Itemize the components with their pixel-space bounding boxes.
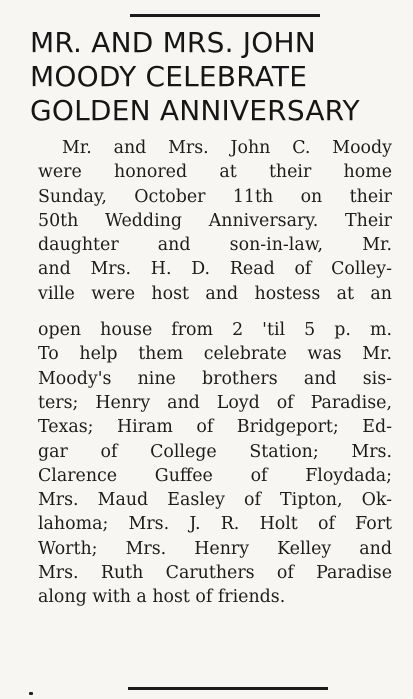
body-line: ville were host and hostess at an: [38, 283, 392, 304]
body-line: ters; Henry and Loyd of Paradise,: [38, 392, 392, 413]
body-line: daughter and son-in-law, Mr.: [38, 235, 392, 256]
body-line: To help them celebrate was Mr.: [38, 344, 392, 365]
bottom-rule: [128, 687, 328, 690]
body-line: Moody's nine brothers and sis-: [38, 368, 392, 389]
body-line: Mrs. Ruth Caruthers of Paradise: [38, 563, 392, 584]
body-line: Mrs. Maud Easley of Tipton, Ok-: [38, 490, 392, 511]
body-line: Clarence Guffee of Floydada;: [38, 465, 392, 486]
body-line: open house from 2 'til 5 p. m.: [38, 320, 392, 341]
top-rule: [130, 14, 320, 17]
body-line: Worth; Mrs. Henry Kelley and: [38, 538, 392, 559]
body-line: lahoma; Mrs. J. R. Holt of Fort: [38, 514, 392, 535]
body-line: were honored at their home: [38, 162, 392, 183]
body-line: gar of College Station; Mrs.: [38, 441, 392, 462]
article-body: [38, 136, 392, 610]
headline-line: GOLDEN ANNIVERSARY: [30, 94, 360, 127]
ink-speck: [29, 692, 33, 695]
body-line: Texas; Hiram of Bridgeport; Ed-: [38, 417, 392, 438]
headline-line: MR. AND MRS. JOHN: [30, 26, 316, 59]
body-line: along with a host of friends.: [38, 587, 286, 608]
body-line: Sunday, October 11th on their: [38, 186, 392, 207]
headline: [30, 26, 402, 128]
body-line: Mr. and Mrs. John C. Moody: [62, 138, 392, 158]
body-line: 50th Wedding Anniversary. Their: [38, 210, 392, 231]
headline-line: MOODY CELEBRATE: [30, 60, 308, 93]
body-line: and Mrs. H. D. Read of Colley-: [38, 259, 392, 280]
